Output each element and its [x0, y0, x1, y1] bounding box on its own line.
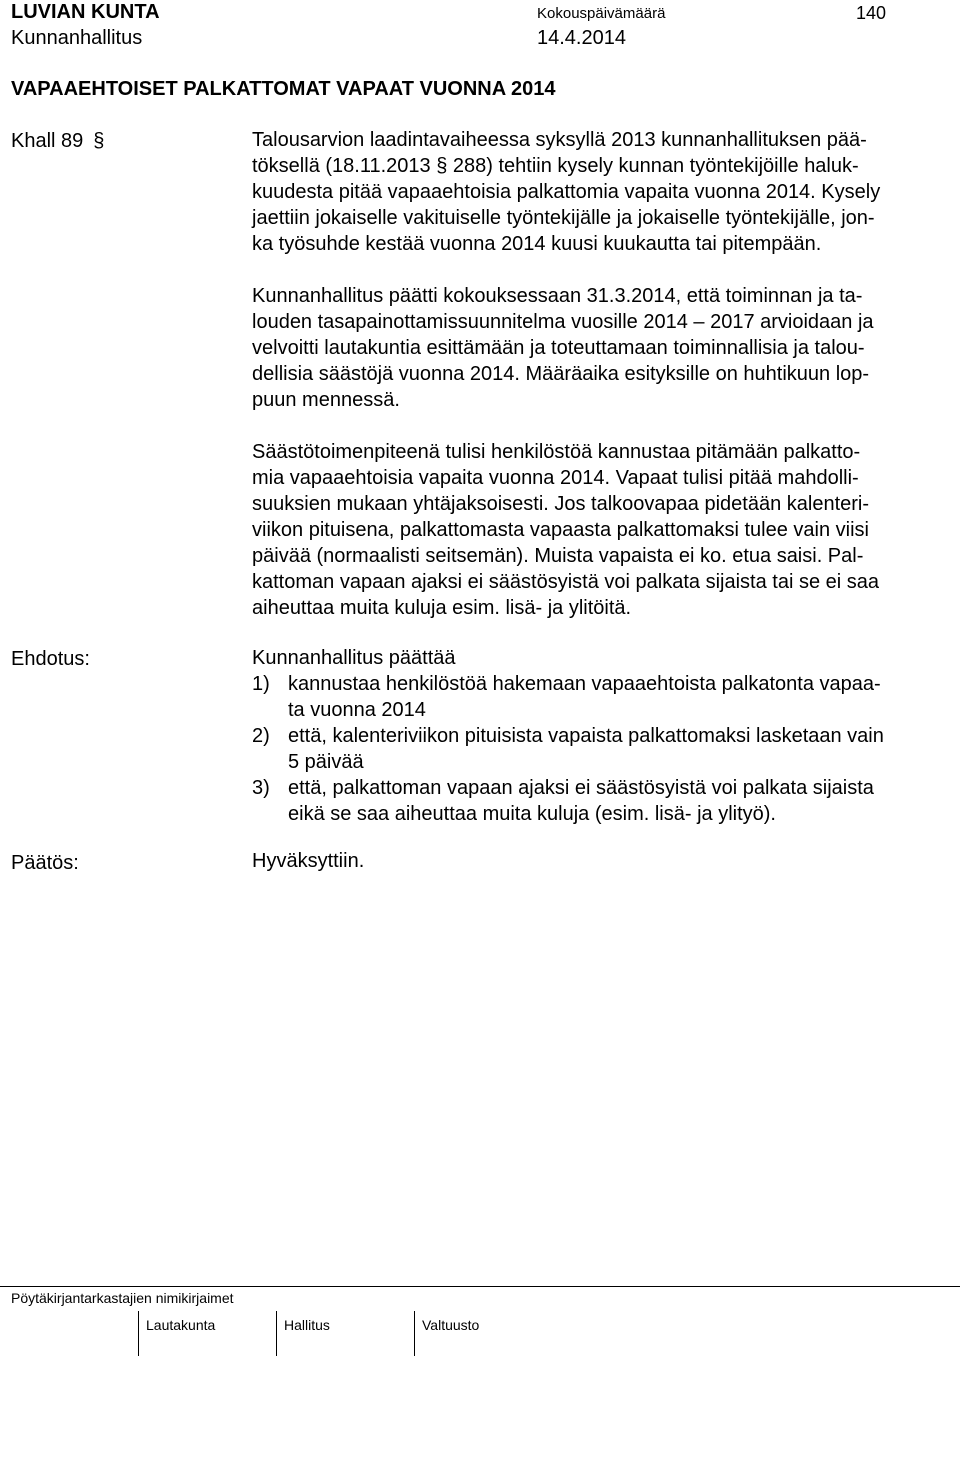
text-line: kattoman vapaan ajaksi ei säästösyistä voi palkata sijaista tai se ei saa	[252, 571, 880, 593]
proposal-item	[252, 775, 957, 827]
decision-label: Päätös:	[11, 852, 79, 874]
meeting-date-label: Kokouspäivämäärä	[537, 5, 666, 22]
text-line: mia vapaaehtoisia vapaita vuonna 2014. Vapaat tulisi pitää mahdolli-	[252, 467, 859, 489]
text-line: dellisia säästöjä vuonna 2014. Määräaika esityksille on huhtikuun lop-	[252, 363, 870, 385]
meeting-date: 14.4.2014	[537, 27, 626, 49]
text-line: velvoitti lautakuntia esittämään ja toteuttamaan toiminnallisia ja talou-	[252, 337, 865, 359]
proposal-intro: Kunnanhallitus päättää	[252, 647, 456, 669]
document-title: VAPAAEHTOISET PALKATTOMAT VAPAAT VUONNA 2014	[11, 78, 556, 100]
text-line: Kunnanhallitus päätti kokouksessaan 31.3.2014, että toiminnan ja ta-	[252, 285, 863, 307]
page-number: 140	[856, 3, 887, 23]
footer-cell-divider	[414, 1311, 415, 1356]
section-sign-icon: §	[93, 130, 105, 152]
item-line: kannustaa henkilöstöä hakemaan vapaaehtoista palkatonta vapaa-	[288, 673, 881, 695]
proposal-label: Ehdotus:	[11, 648, 90, 670]
footer-cell-committee: Lautakunta	[146, 1317, 216, 1333]
item-number: 1)	[252, 673, 270, 695]
reference-number: Khall 89	[11, 130, 84, 152]
reference	[11, 129, 104, 153]
decision-text: Hyväksyttiin.	[252, 850, 365, 872]
paragraph-background	[252, 127, 952, 257]
text-line: päivää (normaalisti seitsemän). Muista vapaista ei ko. etua saisi. Pal-	[252, 545, 864, 567]
footer-cell-divider	[138, 1311, 139, 1356]
footer-cell-council: Valtuusto	[422, 1317, 480, 1333]
item-line: että, kalenteriviikon pituisista vapaista palkattomaksi lasketaan vain	[288, 725, 884, 747]
text-line: suuksien mukaan yhtäjaksoisesti. Jos talkoovapaa pidetään kalenteri-	[252, 493, 870, 515]
item-line: 5 päivää	[288, 751, 364, 773]
body-text	[252, 127, 952, 647]
paragraph-savings-measure	[252, 439, 952, 621]
item-line: ta vuonna 2014	[288, 699, 426, 721]
text-line: aiheuttaa muita kuluja esim. lisä- ja ylitöitä.	[252, 597, 632, 619]
text-line: töksellä (18.11.2013 § 288) tehtiin kysely kunnan työntekijöille haluk-	[252, 155, 859, 177]
proposal-block	[252, 645, 957, 827]
text-line: jaettiin jokaiselle vakituiselle työntekijälle ja jokaiselle työntekijälle, jon-	[252, 207, 875, 229]
text-line: Säästötoimenpiteenä tulisi henkilöstöä kannustaa pitämään palkatto-	[252, 441, 861, 463]
item-line: eikä se saa aiheuttaa muita kuluja (esim. lisä- ja ylityö).	[288, 803, 776, 825]
text-line: Talousarvion laadintavaiheessa syksyllä 2013 kunnanhallituksen pää-	[252, 129, 867, 151]
text-line: louden tasapainottamissuunnitelma vuosille 2014 – 2017 arvioidaan ja	[252, 311, 874, 333]
text-line: viikon pituisena, palkattomasta vapaasta palkattomaksi tulee vain viisi	[252, 519, 869, 541]
footer-divider	[0, 1286, 960, 1287]
governing-body: Kunnanhallitus	[11, 27, 143, 49]
proposal-item	[252, 671, 957, 723]
item-number: 3)	[252, 777, 270, 799]
item-line: että, palkattoman vapaan ajaksi ei säästösyistä voi palkata sijaista	[288, 777, 874, 799]
footer-cell-board: Hallitus	[284, 1317, 330, 1333]
footer-cell-divider	[276, 1311, 277, 1356]
organization-name: LUVIAN KUNTA	[11, 1, 160, 23]
item-number: 2)	[252, 725, 270, 747]
text-line: ka työsuhde kestää vuonna 2014 kuusi kuukautta tai pitempään.	[252, 233, 822, 255]
text-line: puun mennessä.	[252, 389, 400, 411]
text-line: kuudesta pitää vapaaehtoisia palkattomia vapaita vuonna 2014. Kysely	[252, 181, 881, 203]
proposal-item	[252, 723, 957, 775]
paragraph-board-decision	[252, 283, 952, 413]
footer-title: Pöytäkirjantarkastajien nimikirjaimet	[11, 1290, 234, 1306]
